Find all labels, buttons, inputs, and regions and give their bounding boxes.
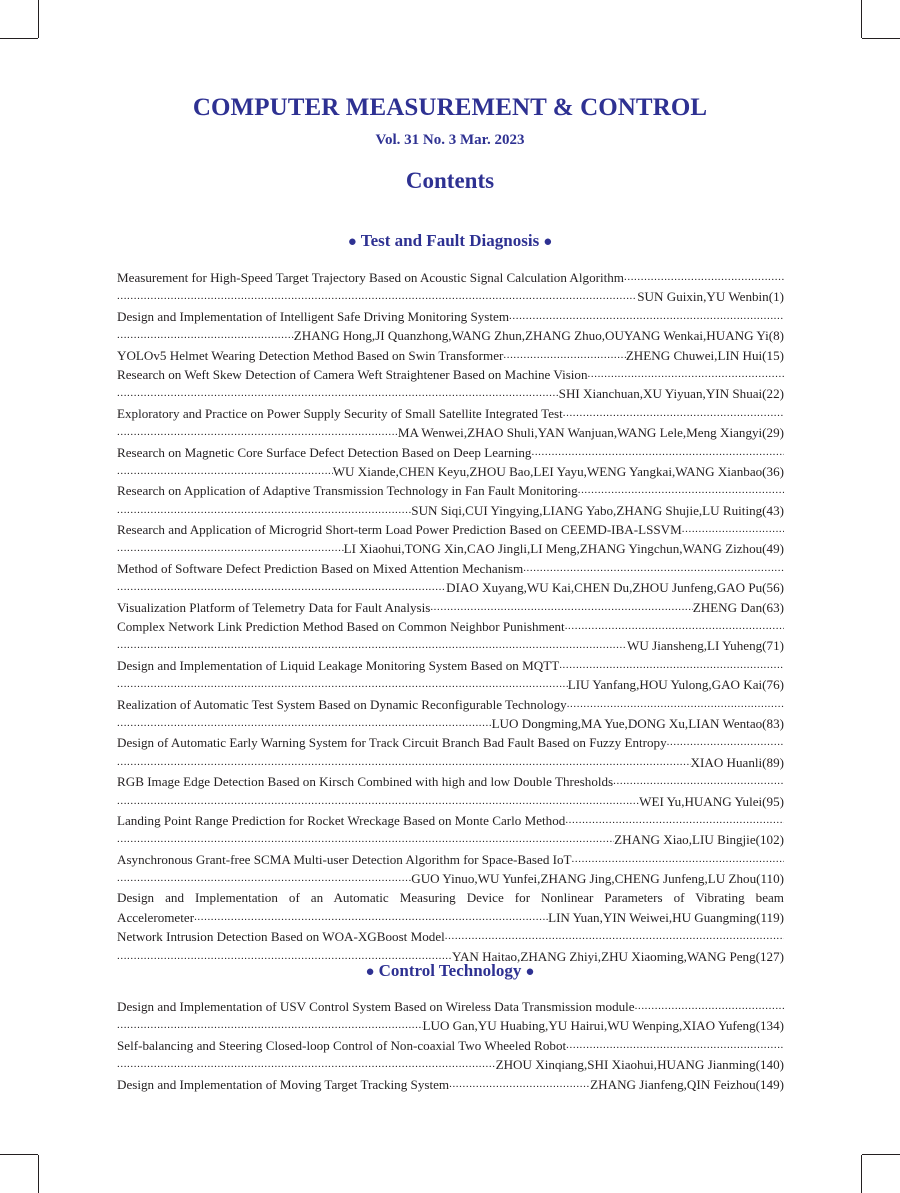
entry-title: Design and Implementation of Intelligent Safe Driving Monitoring System xyxy=(117,308,510,324)
entry-authors: ZHENG Dan(63) xyxy=(692,599,784,615)
entry-authors: ZHANG Xiao,LIU Bingjie(102) xyxy=(614,832,784,848)
entry-authors: DIAO Xuyang,WU Kai,CHEN Du,ZHOU Junfeng,GAO Pu(56) xyxy=(446,580,784,596)
dot-leader xyxy=(117,636,627,655)
crop-mark xyxy=(861,1155,862,1193)
toc-entry[interactable] xyxy=(117,404,784,443)
crop-mark xyxy=(38,0,39,38)
dot-leader xyxy=(194,908,548,927)
dot-leader xyxy=(117,869,411,888)
entry-authors: LIN Yuan,YIN Weiwei,HU Guangming(119) xyxy=(548,909,784,925)
entry-authors: ZHOU Xinqiang,SHI Xiaohui,HUANG Jianming(140) xyxy=(495,1057,784,1073)
issue-line: Vol. 31 No. 3 Mar. 2023 xyxy=(375,132,525,148)
entry-authors: MA Wenwei,ZHAO Shuli,YAN Wanjuan,WANG Lele,Meng Xiangyi(29) xyxy=(397,425,784,441)
entry-title: Realization of Automatic Test System Based on Dynamic Reconfigurable Technology xyxy=(117,696,567,712)
entry-authors: ZHANG Hong,JI Quanzhong,WANG Zhun,ZHANG Zhuo,OUYANG Wenkai,HUANG Yi(8) xyxy=(293,328,784,344)
entry-title-cont: Accelerometer xyxy=(117,909,195,925)
dot-leader xyxy=(559,656,784,675)
section-heading-test-fault xyxy=(0,231,900,251)
entry-title: Asynchronous Grant-free SCMA Multi-user Detection Algorithm for Space-Based IoT xyxy=(117,851,572,867)
toc-entry[interactable] xyxy=(117,443,784,482)
crop-mark xyxy=(862,1154,900,1155)
dot-leader xyxy=(117,830,614,849)
entry-authors: WEI Yu,HUANG Yulei(95) xyxy=(639,793,784,809)
dot-leader xyxy=(117,384,559,403)
entry-title: Research on Magnetic Core Surface Defect Detection Based on Deep Learning xyxy=(117,444,532,460)
entry-title: Network Intrusion Detection Based on WOA-XGBoost Model xyxy=(117,929,445,945)
bullet-icon: ● xyxy=(543,234,553,250)
dot-leader xyxy=(117,287,637,306)
entry-title: Research on Application of Adaptive Transmission Technology in Fan Fault Monitoring xyxy=(117,483,578,499)
dot-leader xyxy=(624,268,784,287)
entry-title: Design of Automatic Early Warning System for Track Circuit Branch Bad Fault Based on Fuzzy Entropy xyxy=(117,735,667,751)
entry-title: Design and Implementation of Liquid Leakage Monitoring System Based on MQTT xyxy=(117,657,560,673)
toc-entry[interactable] xyxy=(117,617,784,656)
entry-title: Exploratory and Practice on Power Supply Security of Small Satellite Integrated Test xyxy=(117,405,563,421)
toc-entry[interactable] xyxy=(117,1036,784,1075)
toc-entry[interactable] xyxy=(117,772,784,811)
dot-leader xyxy=(531,443,784,462)
section-heading-control xyxy=(0,961,900,981)
toc-test-fault xyxy=(117,268,784,966)
toc-entry[interactable] xyxy=(117,695,784,734)
dot-leader xyxy=(117,423,398,442)
entry-authors: SHI Xianchuan,XU Yiyuan,YIN Shuai(22) xyxy=(558,386,784,402)
toc-entry[interactable] xyxy=(117,365,784,404)
toc-entry[interactable] xyxy=(117,733,784,772)
dot-leader xyxy=(523,559,784,578)
entry-title: Research and Application of Microgrid Short-term Load Power Prediction Based on CEEMD-IBA-LSSVM xyxy=(117,522,682,538)
toc-entry[interactable] xyxy=(117,307,784,346)
entry-title: Measurement for High-Speed Target Trajectory Based on Acoustic Signal Calculation Algorithm xyxy=(117,269,624,285)
entry-authors: LIU Yanfang,HOU Yulong,GAO Kai(76) xyxy=(567,677,784,693)
toc-control xyxy=(117,997,784,1094)
entry-authors: GUO Yinuo,WU Yunfei,ZHANG Jing,CHENG Junfeng,LU Zhou(110) xyxy=(411,871,784,887)
dot-leader xyxy=(509,307,784,326)
crop-mark xyxy=(861,0,862,38)
bullet-icon: ● xyxy=(365,964,375,980)
dot-leader xyxy=(572,850,784,869)
entry-title: YOLOv5 Helmet Wearing Detection Method Based on Swin Transformer xyxy=(117,347,504,363)
entry-title: Design and Implementation of Moving Target Tracking System xyxy=(117,1076,450,1092)
dot-leader xyxy=(430,598,692,617)
dot-leader xyxy=(567,695,784,714)
dot-leader xyxy=(565,811,784,830)
dot-leader xyxy=(449,1075,590,1094)
bullet-icon: ● xyxy=(525,964,535,980)
dot-leader xyxy=(635,997,784,1016)
toc-entry[interactable] xyxy=(117,559,784,598)
dot-leader xyxy=(117,753,691,772)
toc-entry[interactable] xyxy=(117,268,784,307)
entry-title: Visualization Platform of Telemetry Data for Fault Analysis xyxy=(117,599,431,615)
dot-leader xyxy=(445,927,784,946)
entry-title: Self-balancing and Steering Closed-loop Control of Non-coaxial Two Wheeled Robot xyxy=(117,1037,567,1053)
journal-title: COMPUTER MEASUREMENT & CONTROL xyxy=(192,94,708,121)
entry-authors: ZHANG Jianfeng,QIN Feizhou(149) xyxy=(590,1076,784,1092)
dot-leader xyxy=(613,772,784,791)
crop-mark xyxy=(0,1154,38,1155)
dot-leader xyxy=(117,462,333,481)
dot-leader xyxy=(117,501,411,520)
crop-mark xyxy=(0,38,38,39)
contents-heading: Contents xyxy=(405,168,495,193)
dot-leader xyxy=(117,792,639,811)
dot-leader xyxy=(565,617,784,636)
dot-leader xyxy=(117,675,568,694)
entry-title: RGB Image Edge Detection Based on Kirsch Combined with high and low Double Thresholds xyxy=(117,774,614,790)
entry-title: Landing Point Range Prediction for Rocket Wreckage Based on Monte Carlo Method xyxy=(117,812,566,828)
entry-authors: SUN Siqi,CUI Yingying,LIANG Yabo,ZHANG Shujie,LU Ruiting(43) xyxy=(411,502,784,518)
toc-entry[interactable] xyxy=(117,1075,784,1094)
entry-authors: SUN Guixin,YU Wenbin(1) xyxy=(637,289,784,305)
toc-entry[interactable] xyxy=(117,656,784,695)
dot-leader xyxy=(117,1055,496,1074)
dot-leader xyxy=(117,326,294,345)
toc-entry[interactable] xyxy=(117,811,784,850)
section-title: Test and Fault Diagnosis xyxy=(360,231,540,250)
entry-authors: WU Xiande,CHEN Keyu,ZHOU Bao,LEI Yayu,WENG Yangkai,WANG Xianbao(36) xyxy=(332,463,784,479)
toc-entry[interactable] xyxy=(117,598,784,617)
entry-authors: ZHENG Chuwei,LIN Hui(15) xyxy=(625,347,784,363)
entry-authors: XIAO Huanli(89) xyxy=(690,754,784,770)
toc-entry[interactable] xyxy=(117,850,784,889)
entry-title: Design and Implementation of USV Control System Based on Wireless Data Transmission module xyxy=(117,998,635,1014)
crop-mark xyxy=(38,1155,39,1193)
dot-leader xyxy=(117,539,344,558)
dot-leader xyxy=(667,733,784,752)
entry-title: Design and Implementation of an Automatic Measuring Device for Nonlinear Parameters of Vibrating beam xyxy=(117,890,784,906)
dot-leader xyxy=(682,520,784,539)
crop-mark xyxy=(862,38,900,39)
dot-leader xyxy=(503,346,625,365)
dot-leader xyxy=(588,365,784,384)
entry-title: Research on Weft Skew Detection of Camera Weft Straightener Based on Machine Vision xyxy=(117,366,588,382)
entry-authors: WU Jiansheng,LI Yuheng(71) xyxy=(627,638,784,654)
dot-leader xyxy=(117,1016,423,1035)
entry-title: Complex Network Link Prediction Method Based on Common Neighbor Punishment xyxy=(117,619,565,635)
toc-entry[interactable] xyxy=(117,889,784,928)
bullet-icon: ● xyxy=(347,234,357,250)
entry-authors: LI Xiaohui,TONG Xin,CAO Jingli,LI Meng,ZHANG Yingchun,WANG Zizhou(49) xyxy=(343,541,784,557)
section-title: Control Technology xyxy=(378,961,522,980)
toc-entry[interactable] xyxy=(117,997,784,1036)
entry-authors: LUO Gan,YU Huabing,YU Hairui,WU Wenping,XIAO Yufeng(134) xyxy=(422,1018,784,1034)
dot-leader xyxy=(566,1036,784,1055)
toc-entry[interactable] xyxy=(117,481,784,520)
toc-entry[interactable] xyxy=(117,346,784,365)
dot-leader xyxy=(117,714,492,733)
toc-entry[interactable] xyxy=(117,520,784,559)
entry-authors: LUO Dongming,MA Yue,DONG Xu,LIAN Wentao(83) xyxy=(491,715,784,731)
dot-leader xyxy=(578,481,784,500)
entry-title: Method of Software Defect Prediction Based on Mixed Attention Mechanism xyxy=(117,560,524,576)
dot-leader xyxy=(117,578,446,597)
entry-authors: YAN Haitao,ZHANG Zhiyi,ZHU Xiaoming,WANG Peng(127) xyxy=(451,948,784,964)
dot-leader xyxy=(563,404,784,423)
